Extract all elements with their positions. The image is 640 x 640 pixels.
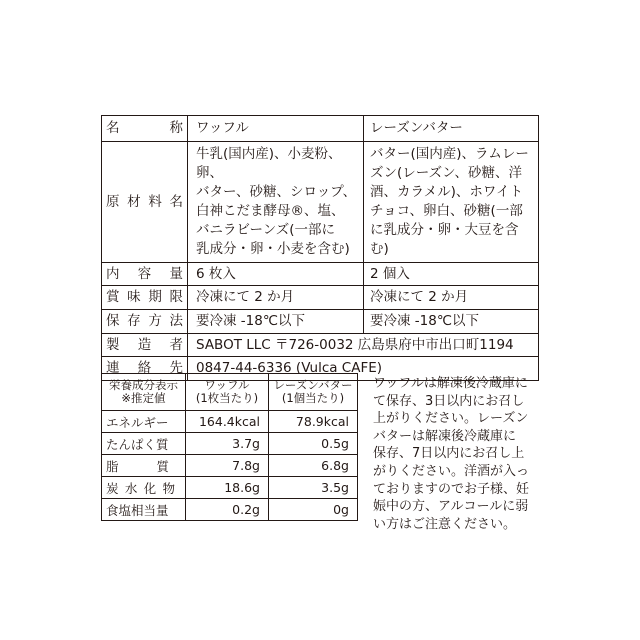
note-line: がりください。洋酒が入っ — [373, 463, 530, 479]
nutrition-value-waffle: 0.2g — [186, 499, 269, 521]
manufacturer-value: SABOT LLC 〒726-0032 広島県府中市出口町1194 — [188, 334, 539, 357]
note-line: 上がりください。レーズン — [373, 411, 529, 427]
note-line: い方はご注意ください。 — [373, 516, 517, 532]
nutrition-label: 脂質 — [102, 455, 186, 477]
nutrition-label: 炭水化物 — [102, 477, 186, 499]
note-line: バターは解凍後冷蔵庫に — [373, 428, 517, 444]
ingredients-line: バター(国内産)、ラムレー — [370, 146, 529, 162]
ingredients-waffle — [188, 142, 364, 263]
nutrition-table — [101, 373, 358, 521]
nutrition-value-waffle: 7.8g — [186, 455, 269, 477]
note-line: て保存、3日以内にお召し — [373, 393, 525, 409]
nutrition-header-row — [102, 374, 358, 411]
nutrition-value-waffle: 164.4kcal — [186, 411, 269, 433]
label-contact: 連絡先 — [102, 357, 188, 381]
nutrition-label: たんぱく質 — [102, 433, 186, 455]
note-line: 娠中の方、アルコールに弱 — [373, 499, 529, 515]
nutrition-label: エネルギー — [102, 411, 186, 433]
storage-note — [373, 375, 543, 533]
best-before-raisin-butter: 冷凍にて 2 か月 — [364, 286, 539, 310]
label-name: 名称 — [102, 116, 188, 142]
row-manufacturer — [102, 334, 539, 357]
row-best-before — [102, 286, 539, 310]
nutrition-value-waffle: 3.7g — [186, 433, 269, 455]
label-content: 内容量 — [102, 263, 188, 286]
ingredients-line: 牛乳(国内産)、小麦粉、卵、 — [196, 146, 342, 181]
nutrition-row-protein — [102, 433, 358, 455]
ingredients-line: 白神こだま酵母®、塩、 — [196, 203, 345, 219]
name-raisin-butter: レーズンバター — [364, 116, 539, 142]
content-waffle: 6 枚入 — [188, 263, 364, 286]
label-manufacturer: 製造者 — [102, 334, 188, 357]
ingredients-line: チョコ、卵白、砂糖(一部 — [370, 203, 523, 219]
best-before-waffle: 冷凍にて 2 か月 — [188, 286, 364, 310]
row-name — [102, 116, 539, 142]
note-line: ワッフルは解凍後冷蔵庫に — [373, 376, 528, 391]
label-best-before: 賞味期限 — [102, 286, 188, 310]
nutrition-row-salt — [102, 499, 358, 521]
product-info-table — [101, 115, 539, 381]
nutrition-value-raisin-butter: 0g — [269, 499, 358, 521]
nutrition-header-label: 栄養成分表示 ※推定値 — [102, 374, 186, 411]
ingredients-line: 酒、カラメル)、ホワイト — [370, 184, 523, 200]
nutrition-row-fat — [102, 455, 358, 477]
nutrition-header-waffle: ワッフル (1枚当たり) — [186, 374, 269, 411]
nutrition-row-energy — [102, 411, 358, 433]
row-storage — [102, 310, 539, 334]
nutrition-header-raisin-butter: レーズンバター (1個当たり) — [269, 374, 358, 411]
ingredients-line: に乳成分・卵・大豆を含む) — [370, 222, 519, 257]
row-content — [102, 263, 539, 286]
label-storage: 保存方法 — [102, 310, 188, 334]
label-ingredients: 原材料名 — [102, 142, 188, 263]
ingredients-raisin-butter — [364, 142, 539, 263]
row-ingredients — [102, 142, 539, 263]
ingredients-line: バター、砂糖、シロップ、 — [196, 184, 357, 200]
ingredients-line: ズン(レーズン、砂糖、洋 — [370, 165, 523, 181]
content-raisin-butter: 2 個入 — [364, 263, 539, 286]
nutrition-value-raisin-butter: 3.5g — [269, 477, 358, 499]
nutrition-value-raisin-butter: 6.8g — [269, 455, 358, 477]
nutrition-value-waffle: 18.6g — [186, 477, 269, 499]
ingredients-line: 乳成分・卵・小麦を含む) — [196, 241, 350, 257]
note-line: 保存、7日以内にお召し上 — [373, 446, 525, 462]
nutrition-value-raisin-butter: 78.9kcal — [269, 411, 358, 433]
nutrition-row-carbohydrate — [102, 477, 358, 499]
name-waffle: ワッフル — [188, 116, 364, 142]
nutrition-value-raisin-butter: 0.5g — [269, 433, 358, 455]
storage-waffle: 要冷凍 -18℃以下 — [188, 310, 364, 334]
contact-value: 0847-44-6336 (Vulca CAFE) — [188, 357, 539, 381]
nutrition-label: 食塩相当量 — [102, 499, 186, 521]
storage-raisin-butter: 要冷凍 -18℃以下 — [364, 310, 539, 334]
ingredients-line: バニラビーンズ(一部に — [196, 222, 336, 238]
note-line: ておりますのでお子様、妊 — [373, 481, 530, 497]
